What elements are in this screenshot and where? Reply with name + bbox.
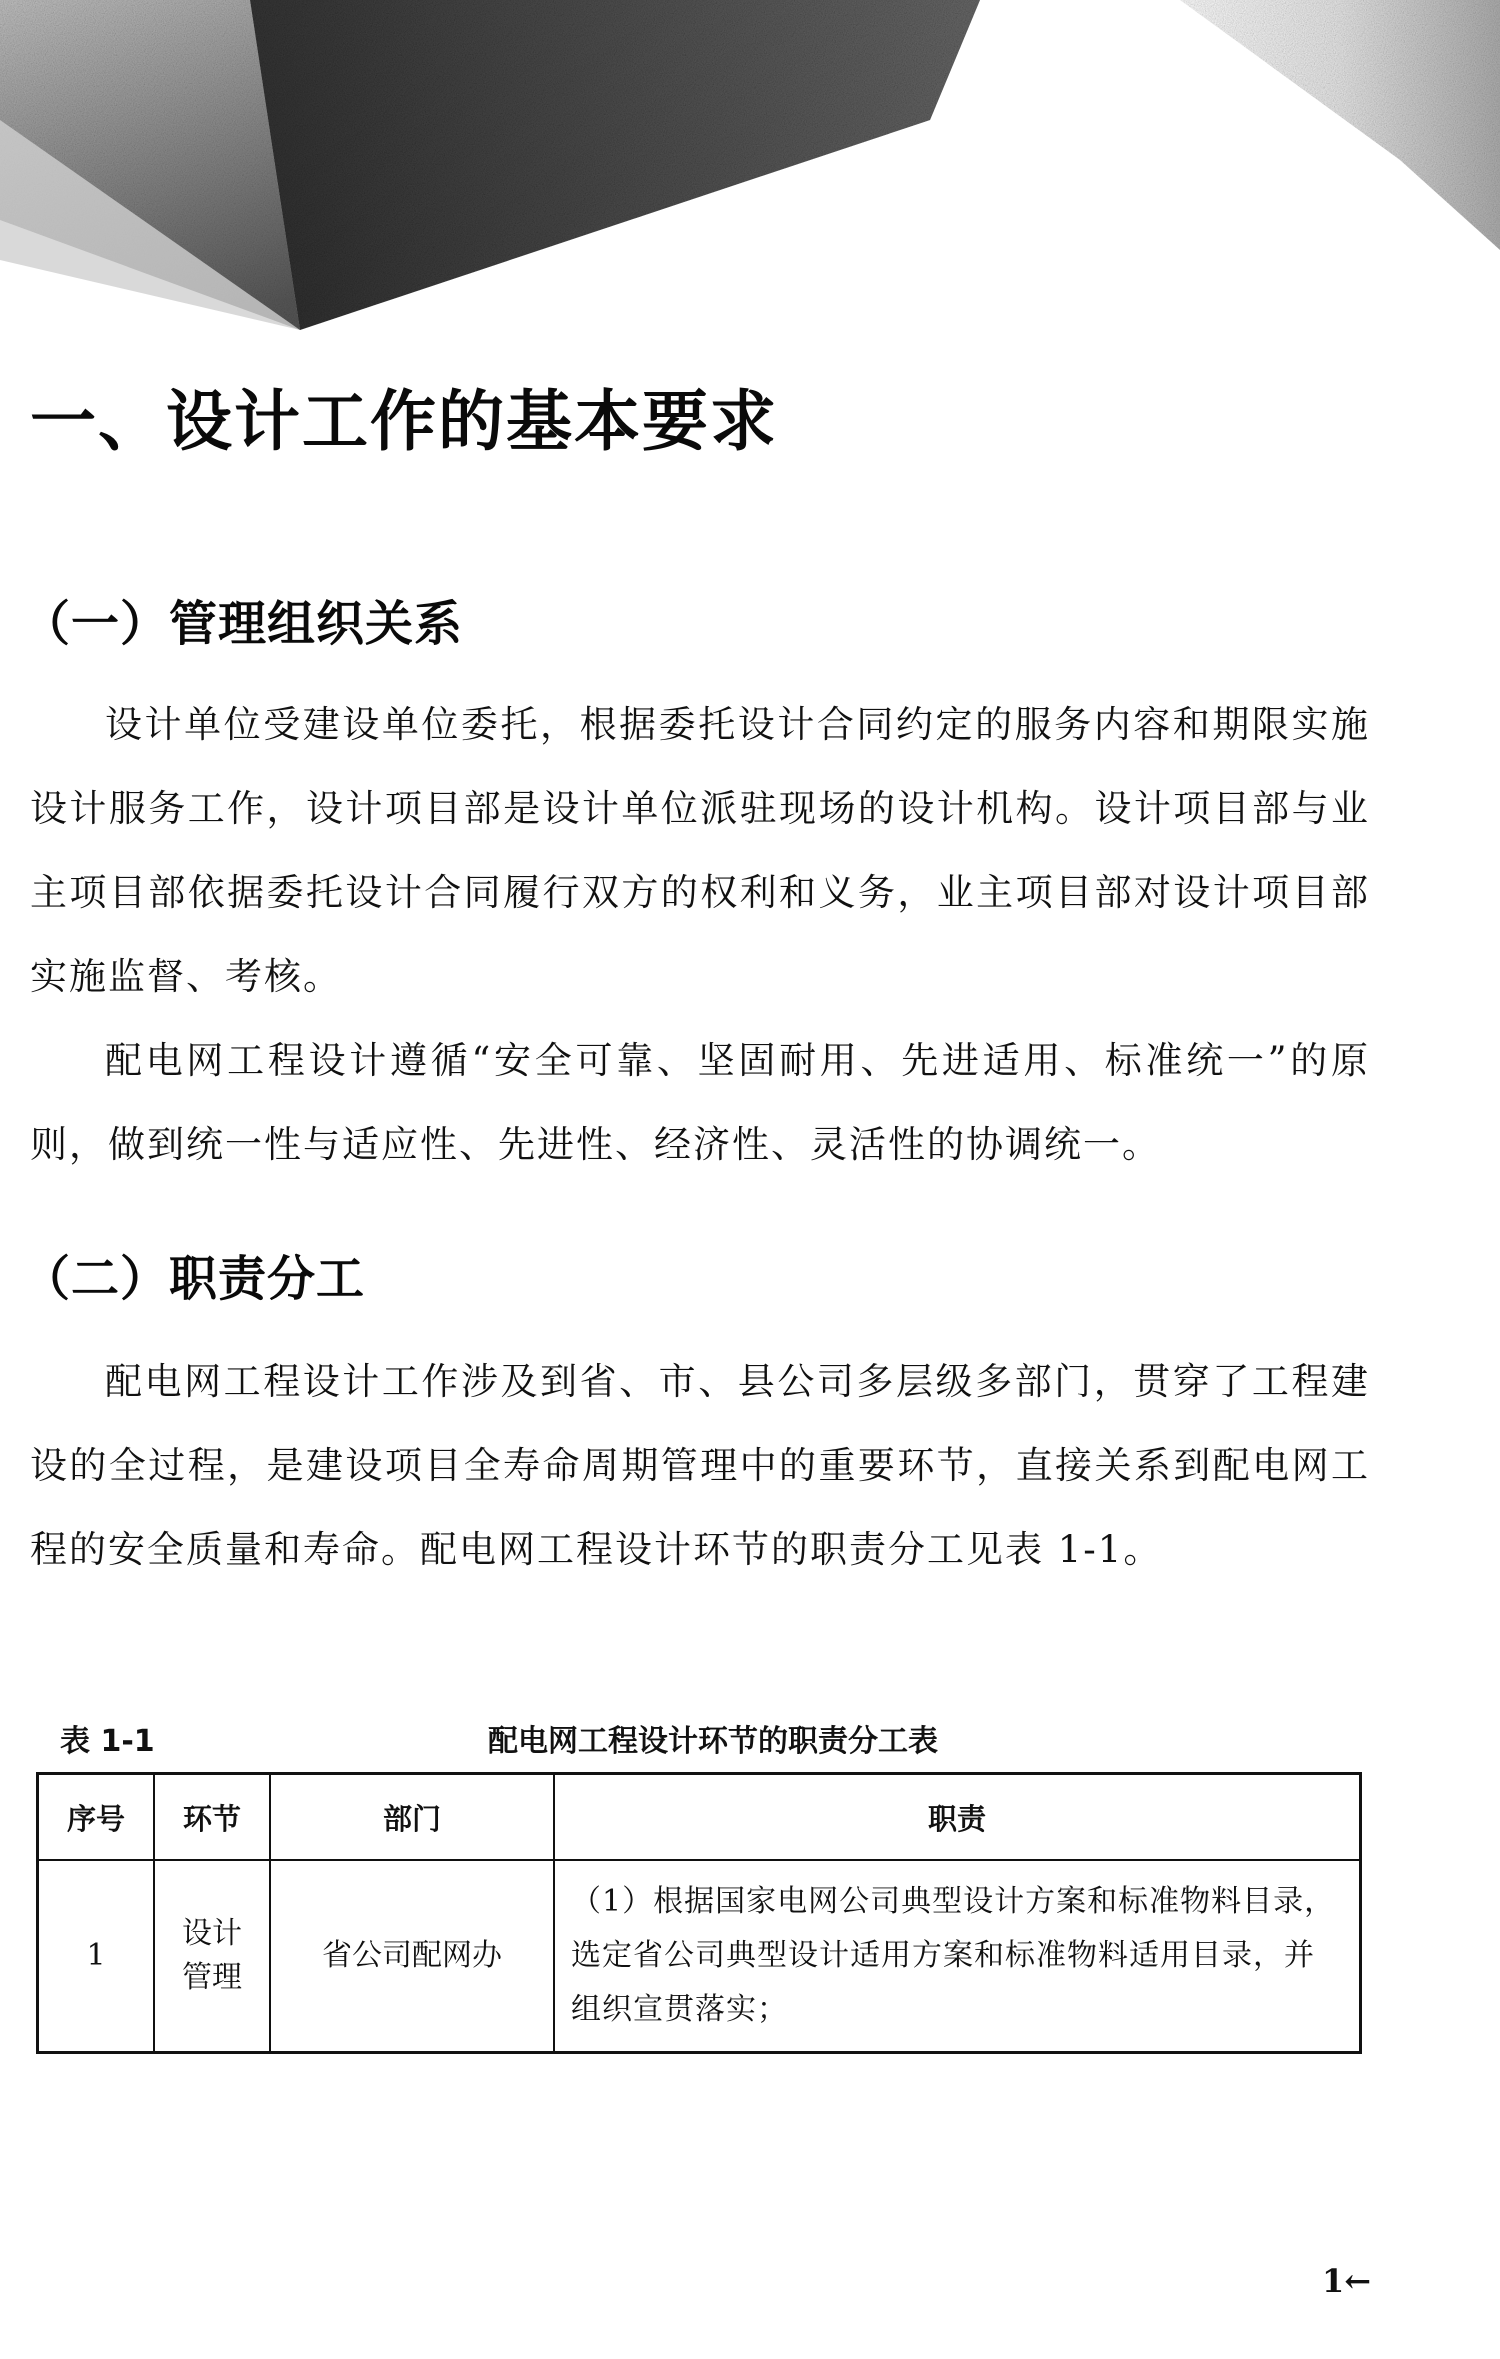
header-department: 部门 (270, 1774, 554, 1861)
cell-no: 1 (38, 1860, 155, 2053)
header-no: 序号 (38, 1774, 155, 1861)
cell-department: 省公司配网办 (270, 1860, 554, 2053)
page-number: 1← (1322, 2262, 1372, 2300)
chapter-heading: 一、设计工作的基本要求 (30, 383, 778, 460)
table-header-row (38, 1774, 1361, 1861)
paragraph-organization-2: 配电网工程设计遵循“安全可靠、坚固耐用、先进适用、标准统一”的原则，做到统一性与适应性、先进性、经济性、灵活性的协调统一。 (30, 1039, 1370, 1166)
table-number: 表 1-1 (60, 1724, 155, 1759)
paragraph-responsibilities: 配电网工程设计工作涉及到省、市、县公司多层级多部门，贯穿了工程建设的全过程，是建设项目全寿命周期管理中的重要环节，直接关系到配电网工程的安全质量和寿命。配电网工程设计环节的职责分工见表 1-1。 (30, 1360, 1370, 1571)
header-duty: 职责 (554, 1774, 1361, 1861)
table-row (38, 1860, 1361, 2053)
paragraph-organization-1: 设计单位受建设单位委托，根据委托设计合同约定的服务内容和期限实施设计服务工作，设计项目部是设计单位派驻现场的设计机构。设计项目部与业主项目部依据委托设计合同履行双方的权利和义务，业主项目部对设计项目部实施监督、考核。 (30, 703, 1370, 998)
header-decoration (0, 0, 1500, 340)
cell-stage: 设计管理 (154, 1860, 270, 2053)
section-title-organization: （一）管理组织关系 (22, 596, 464, 652)
cell-duty: （1）根据国家电网公司典型设计方案和标准物料目录，选定省公司典型设计适用方案和标准物料适用目录，并组织宣贯落实； (554, 1860, 1361, 2053)
duty-table (36, 1772, 1362, 2054)
section-title-responsibilities: （二）职责分工 (22, 1251, 366, 1307)
header-stage: 环节 (154, 1774, 270, 1861)
table-title: 配电网工程设计环节的职责分工表 (488, 1724, 938, 1759)
